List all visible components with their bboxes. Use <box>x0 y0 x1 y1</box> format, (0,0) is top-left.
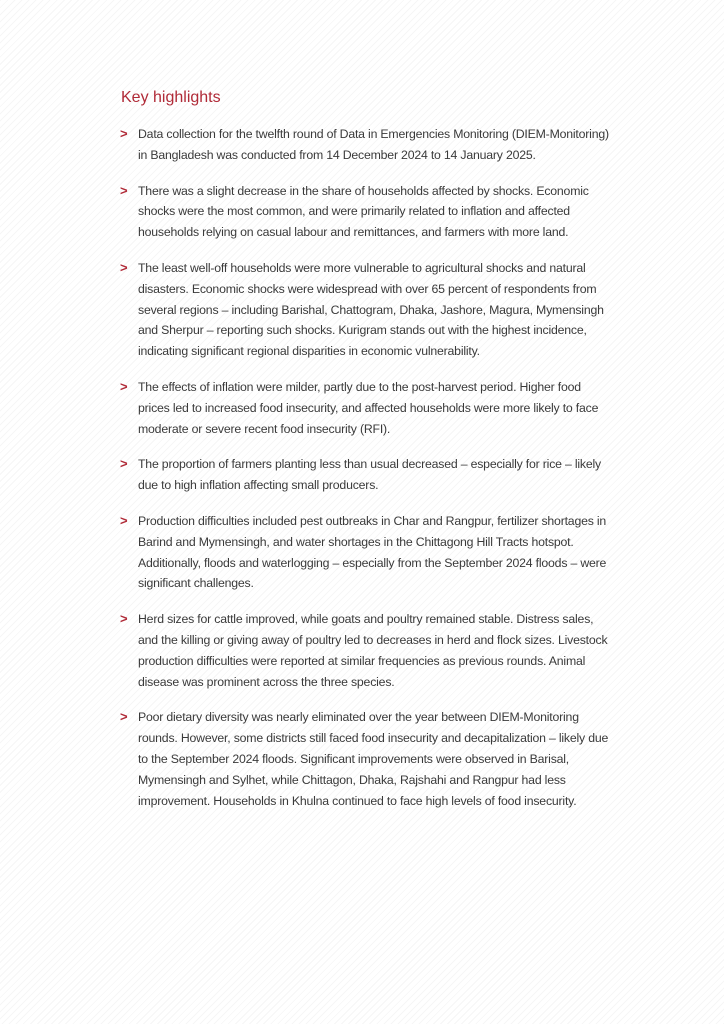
chevron-right-icon: > <box>120 182 128 198</box>
bullet-text: The proportion of farmers planting less than usual decreased – especially for rice – likely due to high inflation affecting small producers. <box>138 457 601 493</box>
chevron-right-icon: > <box>120 259 128 275</box>
bullet-text: Data collection for the twelfth round of Data in Emergencies Monitoring (DIEM-Monitoring) in Bangladesh was conducted from 14 December 2024 to 14 January 2025. <box>138 127 609 162</box>
section-heading: Key highlights <box>121 89 221 106</box>
bullet-text: There was a slight decrease in the share of households affected by shocks. Economic shocks were the most common, and were primarily related to inflation and affected households relying on casual labour and remittances, and farmers with more land. <box>138 183 589 240</box>
list-item <box>120 454 610 496</box>
highlights-list <box>120 124 610 826</box>
list-item <box>120 707 610 811</box>
chevron-right-icon: > <box>120 611 128 627</box>
list-item <box>120 609 610 692</box>
list-item <box>120 181 610 243</box>
list-item <box>120 124 610 166</box>
bullet-text: The least well-off households were more vulnerable to agricultural shocks and natural disasters. Economic shocks were widespread with over 65 percent of respondents from several regions – including Barishal, Chattogram, Dhaka, Jashore, Magura, Mymensingh and Sherpur – reporting such shocks. Kurigram stands out with the highest incidence, indicating significant regional disparities in economic vulnerability. <box>138 260 604 359</box>
chevron-right-icon: > <box>120 378 128 394</box>
chevron-right-icon: > <box>120 709 128 725</box>
chevron-right-icon: > <box>120 512 128 528</box>
list-item <box>120 511 610 594</box>
bullet-text: Production difficulties included pest outbreaks in Char and Rangpur, fertilizer shortages in Barind and Mymensingh, and water shortages in the Chittagong Hill Tracts hotspot. Additionally, floods and waterlogging – especially from the September 2024 floods – were significant challenges. <box>138 513 607 591</box>
chevron-right-icon: > <box>120 126 128 141</box>
list-item <box>120 377 610 439</box>
list-item <box>120 258 610 362</box>
bullet-text: Herd sizes for cattle improved, while goats and poultry remained stable. Distress sales, and the killing or giving away of poultry led to decreases in herd and flock sizes. Livestock production difficulties were reported at similar frequencies as previous rounds. Animal disease was prominent across the three species. <box>138 612 608 689</box>
chevron-right-icon: > <box>120 456 128 472</box>
bullet-text: The effects of inflation were milder, partly due to the post-harvest period. Higher food prices led to increased food insecurity, and affected households were more likely to face moderate or severe recent food insecurity (RFI). <box>138 379 599 436</box>
bullet-text: Poor dietary diversity was nearly eliminated over the year between DIEM-Monitoring rounds. However, some districts still faced food insecurity and decapitalization – likely due to the September 2024 floods. Significant improvements were observed in Barisal, Mymensingh and Sylhet, while Chittagon, Dhaka, Rajshahi and Rangpur had less improvement. Households in Khulna continued to face high levels of food insecurity. <box>138 710 609 808</box>
